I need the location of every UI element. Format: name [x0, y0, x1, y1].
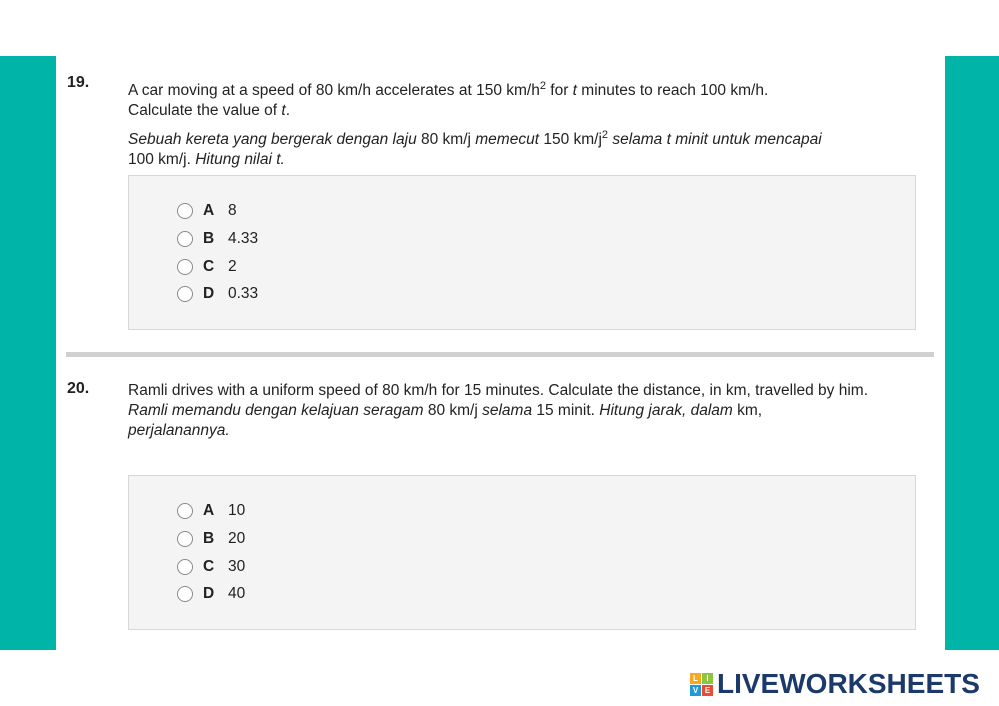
question-20-text: [128, 381, 923, 441]
question-19-options-box: [128, 175, 916, 330]
option-20-b[interactable]: B 20: [177, 528, 245, 550]
left-side-bar: [0, 56, 56, 650]
option-20-c[interactable]: C 30: [177, 556, 245, 578]
question-20-english: Ramli drives with a uniform speed of 80 km/h for 15 minutes. Calculate the distance, in km, travelled by him.: [128, 382, 869, 399]
liveworksheets-logo: [690, 668, 980, 700]
brand-name: LIVEWORKSHEETS: [717, 668, 980, 699]
right-side-bar: [945, 56, 999, 650]
radio-button[interactable]: [177, 259, 193, 275]
question-divider: [66, 352, 934, 357]
question-19-malay: Sebuah kereta yang bergerak dengan laju 80 km/j memecut 150 $km/j^2$ selama t minit untuk mencapai 100 km/j. Hitung nilai t.: [128, 129, 822, 169]
logo-icon: L I V E: [690, 673, 713, 696]
question-20-malay: Ramli memandu dengan kelajuan seragam 80 km/j selama 15 minit. Hitung jarak, dalam km, perjalanannya.: [128, 402, 763, 439]
worksheet-page: [56, 56, 945, 650]
radio-button[interactable]: [177, 559, 193, 575]
option-20-d[interactable]: D 40: [177, 583, 245, 605]
option-19-a[interactable]: A 8: [177, 200, 237, 222]
question-number-19: 19.: [67, 74, 90, 91]
question-19-english: A car moving at a speed of 80 km/h accelerates at 150 $km/h^2$ for t minutes to reach 100 km/h. Calculate the value of t.: [128, 80, 769, 120]
radio-button[interactable]: [177, 203, 193, 219]
option-20-a[interactable]: A 10: [177, 500, 245, 522]
radio-button[interactable]: [177, 286, 193, 302]
question-19-text: [128, 76, 923, 170]
radio-button[interactable]: [177, 586, 193, 602]
option-19-c[interactable]: C 2: [177, 256, 237, 278]
option-19-d[interactable]: D 0.33: [177, 283, 258, 305]
radio-button[interactable]: [177, 503, 193, 519]
question-20-options-box: [128, 475, 916, 630]
option-19-b[interactable]: B 4.33: [177, 228, 258, 250]
question-number-20: 20.: [67, 380, 90, 397]
radio-button[interactable]: [177, 531, 193, 547]
radio-button[interactable]: [177, 231, 193, 247]
